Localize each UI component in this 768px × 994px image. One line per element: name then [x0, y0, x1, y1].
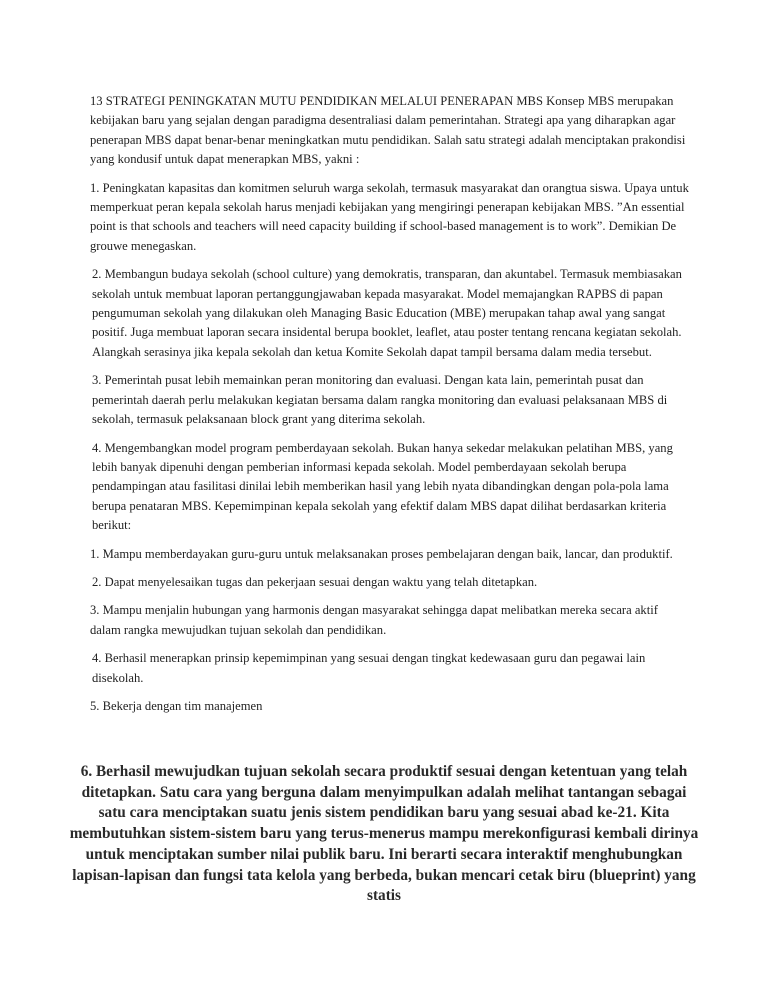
- criteria-6-bold-paragraph: 6. Berhasil mewujudkan tujuan sekolah secara produktif sesuai dengan ketentuan yang telah ditetapkan. Satu cara yang berguna dalam menyimpulkan adalah melihat tantangan sebagai satu cara menciptakan suatu jenis sistem pendidikan baru yang sesuai abad ke-21. Kita membutuhkan sistem-sistem baru yang terus-menerus mampu merekonfigurasi kembali dirinya untuk menciptakan sumber nilai publik baru. Ini berarti secara interaktif menghubungkan lapisan-lapisan dan fungsi tata kelola yang berbeda, bukan mencari cetak biru (blueprint) yang statis: [69, 763, 699, 905]
- document-body: [90, 92, 690, 725]
- criteria-3-paragraph: 3. Mampu menjalin hubungan yang harmonis dengan masyarakat sehingga dapat melibatkan mereka secara aktif dalam rangka mewujudkan tujuan sekolah dan pendidikan.: [90, 603, 658, 637]
- intro-paragraph: 13 STRATEGI PENINGKATAN MUTU PENDIDIKAN MELALUI PENERAPAN MBS Konsep MBS merupakan kebijakan baru yang sejalan dengan paradigma desentraliasi dalam pemerintahan. Strategi apa yang diharapkan agar penerapan MBS dapat benar-benar meningkatkan mutu pendidikan. Salah satu strategi adalah menciptakan prakondisi yang kondusif untuk dapat menerapkan MBS, yakni :: [90, 94, 686, 167]
- strategy-1-paragraph: 1. Peningkatan kapasitas dan komitmen seluruh warga sekolah, termasuk masyarakat dan orangtua siswa. Upaya untuk memperkuat peran kepala sekolah harus menjadi kebijakan yang mengiringi penerapan kebijakan MBS. ”An essential point is that schools and teachers will need capacity building if school-based management is to work”. Demikian De grouwe menegaskan.: [90, 180, 689, 253]
- strategy-2-paragraph: 2. Membangun budaya sekolah (school culture) yang demokratis, transparan, dan akuntabel. Termasuk membiasakan sekolah untuk membuat laporan pertanggungjawaban kepada masyarakat. Model memajangkan RAPBS di papan pengumuman sekolah yang dilakukan oleh Managing Basic Education (MBE) merupakan tahap awal yang sangat positif. Juga membuat laporan secara insidental berupa booklet, leaflet, atau poster tentang rencana kegiatan sekolah. Alangkah serasinya jika kepala sekolah dan ketua Komite Sekolah dapat tampil bersama dalam media tersebut.: [92, 267, 682, 359]
- criteria-1-paragraph: 1. Mampu memberdayakan guru-guru untuk melaksanakan proses pembelajaran dengan baik, lancar, dan produktif.: [90, 546, 673, 561]
- criteria-2-paragraph: 2. Dapat menyelesaikan tugas dan pekerjaan sesuai dengan waktu yang telah ditetapkan.: [92, 574, 538, 589]
- criteria-4-paragraph: 4. Berhasil menerapkan prinsip kepemimpinan yang sesuai dengan tingkat kedewasaan guru dan pegawai lain disekolah.: [92, 651, 646, 685]
- strategy-3-paragraph: 3. Pemerintah pusat lebih memainkan peran monitoring dan evaluasi. Dengan kata lain, pemerintah pusat dan pemerintah daerah perlu melakukan kegiatan bersama dalam rangka monitoring dan evaluasi pelaksanaan MBS di sekolah, termasuk pelaksanaan block grant yang diterima sekolah.: [92, 373, 668, 427]
- criteria-5-paragraph: 5. Bekerja dengan tim manajemen: [90, 698, 263, 713]
- strategy-4-paragraph: 4. Mengembangkan model program pemberdayaan sekolah. Bukan hanya sekedar melakukan pelatihan MBS, yang lebih banyak dipenuhi dengan pemberian informasi kepada sekolah. Model pemberdayaan sekolah berupa pendampingan atau fasilitasi dinilai lebih memberikan hasil yang lebih nyata dibandingkan dengan pola-pola lama berupa penataran MBS. Kepemimpinan kepala sekolah yang efektif dalam MBS dapat dilihat berdasarkan kriteria berikut:: [92, 440, 673, 533]
